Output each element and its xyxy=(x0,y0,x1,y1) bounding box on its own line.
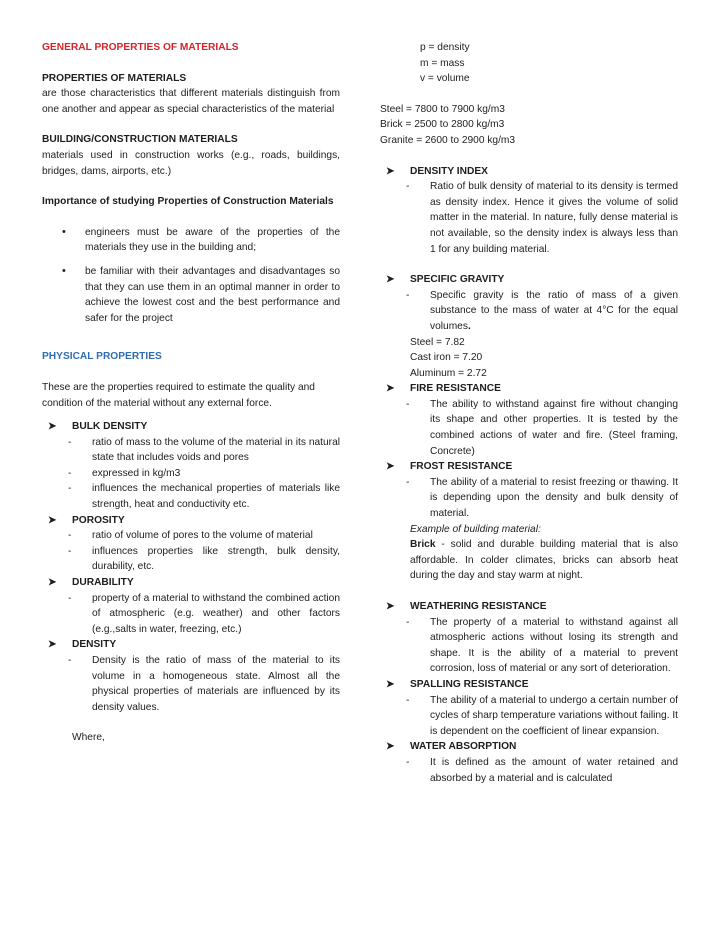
arrow-icon: ➤ xyxy=(48,421,57,433)
section-frost-resistance xyxy=(380,459,678,475)
definition-mass: m = mass xyxy=(420,57,465,69)
specific-gravity-period: . xyxy=(467,320,471,332)
section-title: DURABILITY xyxy=(72,577,134,589)
physical-properties-text: These are the properties required to estimate the quality and condition of the material without any external force. xyxy=(42,381,315,409)
section-water-absorption xyxy=(380,739,678,755)
gravity-value: Aluminum = 2.72 xyxy=(410,367,487,379)
bullet-item xyxy=(42,264,340,326)
dash-icon: - xyxy=(68,467,72,479)
dash-item xyxy=(42,481,340,512)
properties-heading: PROPERTIES OF MATERIALS xyxy=(42,72,187,84)
arrow-icon: ➤ xyxy=(48,577,57,589)
main-title: GENERAL PROPERTIES OF MATERIALS xyxy=(42,42,239,53)
section-title: BULK DENSITY xyxy=(72,421,148,433)
arrow-icon: ➤ xyxy=(386,383,395,395)
section-specific-gravity xyxy=(380,272,678,288)
dash-text: expressed in kg/m3 xyxy=(92,467,181,479)
importance-heading: Importance of studying Properties of Construction Materials xyxy=(42,196,334,208)
right-column xyxy=(380,40,678,786)
dash-item xyxy=(42,591,340,638)
arrow-icon: ➤ xyxy=(386,678,395,690)
dash-item xyxy=(42,466,340,482)
example-label: Example of building material: xyxy=(410,523,541,535)
dash-text: The ability of a material to undergo a certain number of cycles of sharp temperature variations without failing. It is dependent on the coefficient of linear expansion. xyxy=(430,694,679,737)
dash-icon: - xyxy=(68,655,72,666)
section-weathering-resistance xyxy=(380,599,678,615)
arrow-icon: ➤ xyxy=(48,514,57,526)
dash-text: It is defined as the amount of water retained and absorbed by a material and is calculated xyxy=(430,756,678,784)
definition-volume: v = volume xyxy=(420,73,470,85)
dash-item xyxy=(42,653,340,715)
bullet-icon: • xyxy=(62,264,66,277)
density-value: Steel = 7800 to 7900 kg/m3 xyxy=(380,103,505,115)
physical-properties-heading: PHYSICAL PROPERTIES xyxy=(42,351,162,363)
building-materials-heading: BUILDING/CONSTRUCTION MATERIALS xyxy=(42,134,238,146)
arrow-icon: ➤ xyxy=(386,274,395,286)
dash-text: The ability of a material to resist freezing or thawing. It is depending upon the density and bulk density of material. xyxy=(430,476,678,520)
section-title: DENSITY xyxy=(72,639,117,651)
dash-item xyxy=(380,288,678,335)
dash-text: property of a material to withstand the combined action of atmospheric (e.g. weather) and other factors (e.g.,salts in water, freezing, etc.) xyxy=(92,592,340,635)
gravity-value: Steel = 7.82 xyxy=(410,336,465,348)
dash-item xyxy=(380,179,678,257)
brick-example xyxy=(380,537,678,584)
section-porosity xyxy=(42,513,340,529)
section-durability xyxy=(42,575,340,591)
properties-text: are those characteristics that different materials distinguish from one another and appear as special characteristics of the material xyxy=(42,88,340,115)
dash-text: influences properties like strength, bulk density, durability, etc. xyxy=(92,545,340,573)
dash-item xyxy=(42,544,340,575)
dash-icon: - xyxy=(406,756,410,768)
arrow-icon: ➤ xyxy=(386,165,395,177)
section-title: FROST RESISTANCE xyxy=(410,461,513,473)
section-title: SPALLING RESISTANCE xyxy=(410,678,529,690)
building-materials-text: materials used in construction works (e.g., roads, buildings, bridges, dams, airports, etc.) xyxy=(42,149,340,177)
dash-text: Density is the ratio of mass of the material to its volume in a homogeneous state. Almost all the physical properties of materials are influenced by its density values. xyxy=(92,655,340,713)
dash-icon: - xyxy=(68,436,72,448)
section-density xyxy=(42,637,340,653)
dash-icon: - xyxy=(406,181,410,193)
section-title: WATER ABSORPTION xyxy=(410,741,517,753)
density-value: Brick = 2500 to 2800 kg/m3 xyxy=(380,119,505,131)
section-density-index xyxy=(380,164,678,180)
section-title: FIRE RESISTANCE xyxy=(410,383,501,395)
gravity-value: Cast iron = 7.20 xyxy=(410,352,483,364)
section-title: DENSITY INDEX xyxy=(410,165,488,177)
bullet-item xyxy=(42,225,340,256)
where-text: Where, xyxy=(72,732,105,744)
section-title: WEATHERING RESISTANCE xyxy=(410,601,547,612)
section-spalling-resistance xyxy=(380,677,678,693)
brick-label: Brick xyxy=(410,539,436,551)
dash-text: ratio of mass to the volume of the material in its natural state that includes voids and pores xyxy=(92,436,340,464)
dash-text: influences the mechanical properties of materials like strength, heat and conductivity etc. xyxy=(92,483,340,511)
dash-text: ratio of volume of pores to the volume of material xyxy=(92,530,313,542)
definition-density: p = density xyxy=(420,42,470,53)
arrow-icon: ➤ xyxy=(48,639,57,651)
section-fire-resistance xyxy=(380,381,678,397)
dash-text: The ability to withstand against fire without changing its shape and other properties. It is tested by the combined actions of water and fire. (Steel framing, Concrete) xyxy=(430,398,678,457)
dash-icon: - xyxy=(406,289,410,301)
dash-icon: - xyxy=(406,694,410,706)
arrow-icon: ➤ xyxy=(386,461,395,473)
section-title: POROSITY xyxy=(72,514,125,526)
dash-item xyxy=(42,528,340,544)
left-column xyxy=(42,40,340,746)
arrow-icon: ➤ xyxy=(386,741,395,753)
dash-icon: - xyxy=(68,530,72,542)
dash-item xyxy=(380,397,678,459)
dash-icon: - xyxy=(406,616,410,628)
dash-item xyxy=(380,615,678,677)
dash-item xyxy=(380,475,678,522)
dash-text: The property of a material to withstand against all atmospheric actions without losing its strength and shape. It is the ability of a material to prevent corrosion, loss of material or any sort of deterioration. xyxy=(430,616,678,675)
dash-icon: - xyxy=(68,545,72,557)
bullet-text: be familiar with their advantages and disadvantages so that they can use them in an optimal manner in order to achieve the lowest cost and the best performance and safer for the project xyxy=(85,265,340,324)
dash-item xyxy=(380,755,678,786)
bullet-text: engineers must be aware of the properties of the materials they use in the building and; xyxy=(85,226,340,254)
dash-text xyxy=(430,288,678,335)
dash-item xyxy=(380,693,678,740)
section-bulk-density xyxy=(42,419,340,435)
section-title: SPECIFIC GRAVITY xyxy=(410,274,505,286)
brick-text: - solid and durable building material that is also affordable. In colder climates, bricks can absorb heat during the day and stay warm at night. xyxy=(410,539,678,582)
dash-item xyxy=(42,435,340,466)
bullet-icon: • xyxy=(62,225,66,238)
arrow-icon: ➤ xyxy=(386,601,395,612)
dash-text: Ratio of bulk density of material to its density is termed as density index. Hence it gives the volume of solid matter in the material. In nature, fully dense material is not available, so the density index is always less than 1 for any building material. xyxy=(430,181,678,255)
dash-icon: - xyxy=(406,398,410,410)
dash-icon: - xyxy=(68,592,72,604)
dash-icon: - xyxy=(68,483,72,495)
dash-icon: - xyxy=(406,476,410,488)
density-value: Granite = 2600 to 2900 kg/m3 xyxy=(380,134,516,146)
specific-gravity-text: Specific gravity is the ratio of mass of a given substance to the mass of water at 4°C for the equal volumes xyxy=(430,289,678,332)
